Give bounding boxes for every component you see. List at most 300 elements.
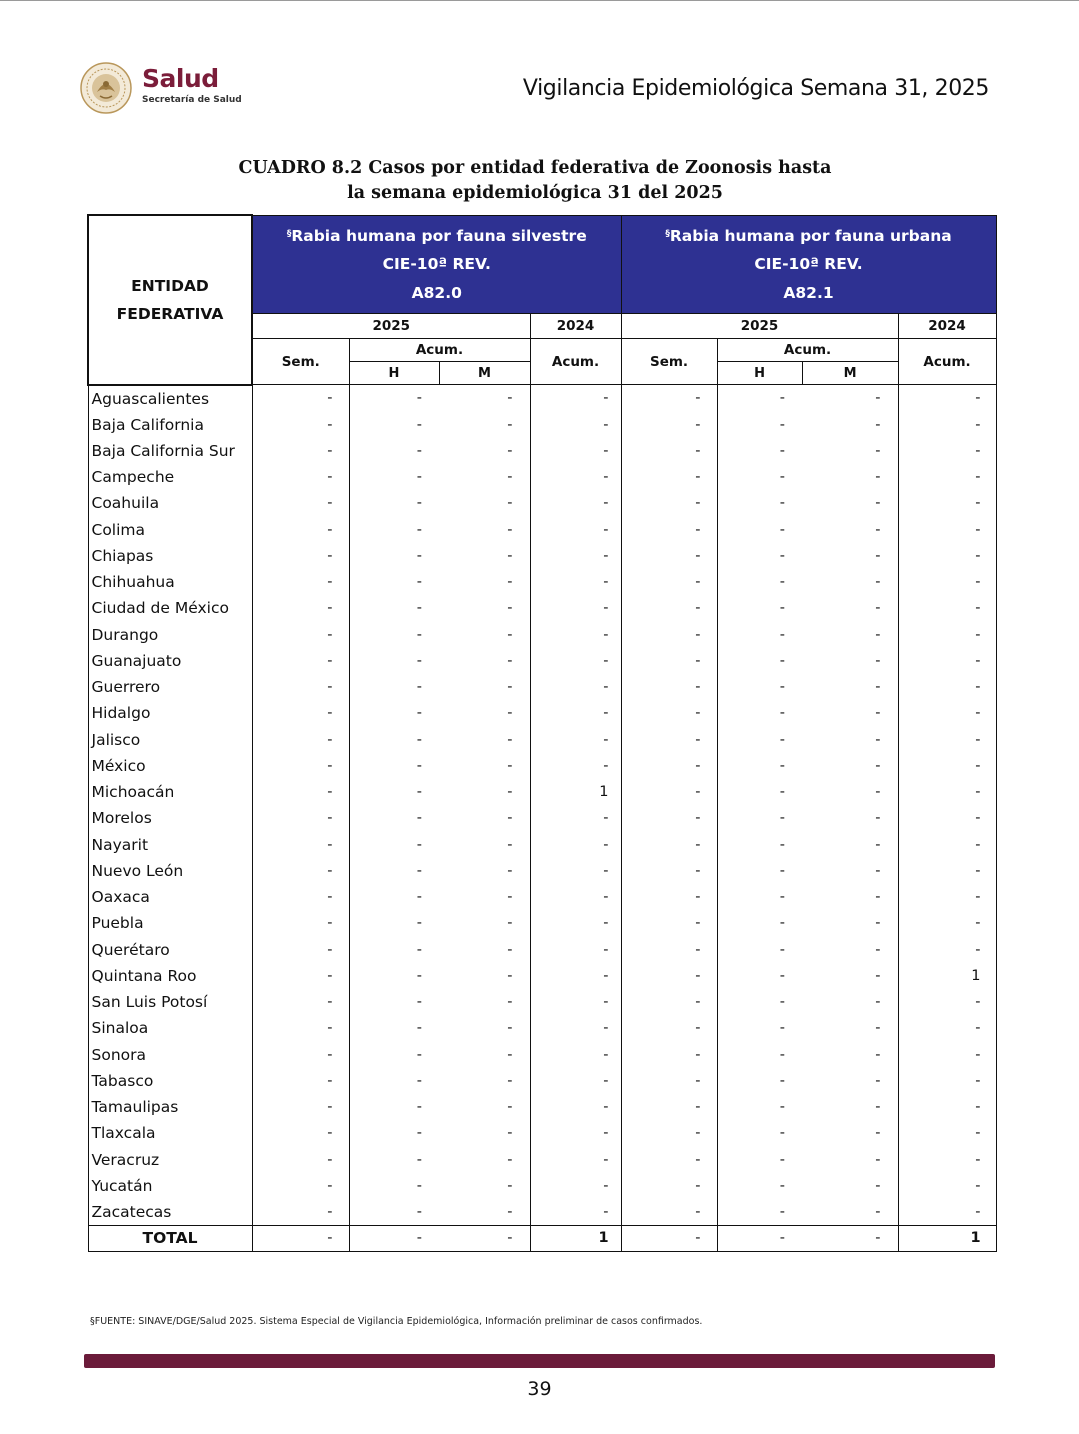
cell-value: - xyxy=(695,1020,701,1036)
cell-value: - xyxy=(717,595,802,622)
col-acum-silvestre: Acum. xyxy=(349,339,530,362)
cell-value: - xyxy=(439,1094,530,1120)
cell-value: - xyxy=(349,385,439,412)
footnote-mark: § xyxy=(286,228,292,239)
cell-value: - xyxy=(898,412,996,438)
coat-of-arms-seal-icon xyxy=(80,62,132,114)
table-row xyxy=(88,1094,996,1120)
total-row xyxy=(88,1225,996,1251)
cell-value: - xyxy=(327,521,333,538)
cell-value: - xyxy=(695,967,701,984)
col-h-silvestre: H xyxy=(349,362,439,385)
cell-value: - xyxy=(717,674,802,700)
cell-value: - xyxy=(530,700,621,727)
cell-value: - xyxy=(349,569,439,595)
cell-value: - xyxy=(802,1199,898,1226)
cell-value: - xyxy=(349,674,439,700)
cell-value: - xyxy=(695,468,701,485)
cell-value: - xyxy=(349,937,439,963)
cell-value: - xyxy=(349,753,439,779)
header-group-silvestre xyxy=(252,215,621,314)
cell-value: - xyxy=(349,464,439,490)
cell-value: - xyxy=(802,464,898,490)
cell-value: - xyxy=(898,648,996,674)
cell-value: - xyxy=(349,517,439,543)
entidad-name: San Luis Potosí xyxy=(88,989,252,1015)
col-h-urbana: H xyxy=(717,362,802,385)
salud-logo xyxy=(80,62,240,118)
cell-value: - xyxy=(898,674,996,700)
cell-value: - xyxy=(530,1199,621,1226)
cell-value: - xyxy=(439,910,530,937)
cell-value: - xyxy=(439,517,530,543)
table-title-line1: CUADRO 8.2 Casos por entidad federativa de Zoonosis hasta xyxy=(238,158,832,178)
cell-value: - xyxy=(898,1094,996,1120)
col-m-urbana: M xyxy=(802,362,898,385)
cell-value: - xyxy=(717,1173,802,1199)
cell-value: - xyxy=(802,1094,898,1120)
entidad-name: Puebla xyxy=(88,910,252,937)
table-row xyxy=(88,858,996,884)
cell-value: - xyxy=(695,810,701,826)
table-row xyxy=(88,963,996,989)
cell-value: - xyxy=(695,783,701,800)
cell-value: - xyxy=(439,989,530,1015)
cell-value: - xyxy=(439,858,530,884)
cell-value: - xyxy=(695,1046,701,1063)
cell-value: - xyxy=(252,1225,349,1251)
table-row xyxy=(88,464,996,490)
table-title-line2: la semana epidemiológica 31 del 2025 xyxy=(347,183,723,203)
cell-value: - xyxy=(327,495,333,511)
cell-value: - xyxy=(349,727,439,753)
cell-value: - xyxy=(349,1068,439,1094)
cell-value: - xyxy=(802,1120,898,1147)
entidad-name: Baja California Sur xyxy=(88,438,252,464)
entidad-name: Durango xyxy=(88,622,252,648)
entidad-name: Veracruz xyxy=(88,1147,252,1173)
cell-value: - xyxy=(349,989,439,1015)
cell-value: - xyxy=(695,416,701,433)
table-row xyxy=(88,779,996,805)
cell-value: - xyxy=(898,832,996,858)
cell-value: - xyxy=(530,753,621,779)
cell-value: - xyxy=(898,700,996,727)
table-row xyxy=(88,753,996,779)
cell-value: - xyxy=(695,862,701,879)
cell-value: - xyxy=(717,1068,802,1094)
cell-value: - xyxy=(349,910,439,937)
cell-value: - xyxy=(327,1125,333,1141)
col-acum-urbana: Acum. xyxy=(717,339,898,362)
cell-value: - xyxy=(802,805,898,832)
col-m-silvestre: M xyxy=(439,362,530,385)
cell-value: - xyxy=(530,385,621,412)
cell-value: - xyxy=(530,1042,621,1068)
cell-value: - xyxy=(717,1120,802,1147)
cell-value: - xyxy=(327,993,333,1010)
cell-value: - xyxy=(898,1015,996,1042)
cell-value: - xyxy=(327,941,333,958)
cell-value: - xyxy=(530,963,621,989)
cell-value: - xyxy=(802,1173,898,1199)
header-group-urbana xyxy=(621,215,996,314)
cell-value: - xyxy=(530,648,621,674)
cell-value: - xyxy=(717,648,802,674)
cell-value: - xyxy=(802,1015,898,1042)
cell-value: - xyxy=(439,1120,530,1147)
table-row xyxy=(88,937,996,963)
cell-value: - xyxy=(695,1151,701,1168)
cell-value: - xyxy=(439,700,530,727)
cell-value: - xyxy=(439,753,530,779)
cell-value: - xyxy=(530,543,621,569)
cell-value: - xyxy=(349,1199,439,1226)
cell-value: - xyxy=(717,989,802,1015)
cell-value: - xyxy=(695,993,701,1010)
entidad-name: Sonora xyxy=(88,1042,252,1068)
cell-value: - xyxy=(349,858,439,884)
cell-value: - xyxy=(717,412,802,438)
table-row xyxy=(88,1173,996,1199)
cell-value: - xyxy=(898,464,996,490)
cell-value: 1 xyxy=(898,1225,996,1251)
cell-value: - xyxy=(717,1015,802,1042)
group-silvestre-code: A82.0 xyxy=(411,283,462,302)
entidad-name: Oaxaca xyxy=(88,884,252,910)
group-urbana-code: A82.1 xyxy=(783,283,834,302)
cell-value: - xyxy=(327,783,333,800)
cell-value: - xyxy=(898,858,996,884)
cell-value: - xyxy=(327,442,333,459)
table-row xyxy=(88,1147,996,1173)
col-acum-2024-urbana: Acum. xyxy=(898,339,996,385)
cell-value: - xyxy=(695,573,701,590)
cell-value: - xyxy=(802,517,898,543)
cell-value: - xyxy=(327,1020,333,1036)
table-row xyxy=(88,1199,996,1226)
cell-value: - xyxy=(327,731,333,748)
source-note: §FUENTE: SINAVE/DGE/Salud 2025. Sistema Especial de Vigilancia Epidemiológica, Información preliminar de casos confirmados. xyxy=(90,1316,703,1327)
table-row xyxy=(88,727,996,753)
cell-value: - xyxy=(695,521,701,538)
entidad-name: Campeche xyxy=(88,464,252,490)
cell-value: - xyxy=(439,543,530,569)
cell-value: - xyxy=(717,727,802,753)
cell-value: - xyxy=(717,1094,802,1120)
cell-value: - xyxy=(327,1177,333,1194)
cell-value: - xyxy=(530,569,621,595)
table-row xyxy=(88,438,996,464)
cell-value: - xyxy=(717,543,802,569)
cell-value: - xyxy=(349,1225,439,1251)
cell-value: - xyxy=(717,963,802,989)
entidad-name: Querétaro xyxy=(88,937,252,963)
cell-value: - xyxy=(349,1042,439,1068)
entidad-name: Quintana Roo xyxy=(88,963,252,989)
cell-value: - xyxy=(898,543,996,569)
cell-value: - xyxy=(898,490,996,517)
cell-value: - xyxy=(802,753,898,779)
cell-value: - xyxy=(695,836,701,853)
cell-value: - xyxy=(530,805,621,832)
cell-value: - xyxy=(695,547,701,564)
cell-value: - xyxy=(327,1046,333,1063)
cell-value: - xyxy=(898,884,996,910)
cell-value: - xyxy=(898,438,996,464)
cell-value: - xyxy=(349,1173,439,1199)
cell-value: - xyxy=(327,678,333,695)
cell-value: - xyxy=(327,810,333,826)
cell-value: - xyxy=(327,416,333,433)
cell-value: - xyxy=(802,412,898,438)
cell-value: - xyxy=(349,1147,439,1173)
cell-value: - xyxy=(695,626,701,643)
cell-value: - xyxy=(327,573,333,590)
table-row xyxy=(88,1068,996,1094)
cell-value: - xyxy=(439,648,530,674)
top-rule xyxy=(0,0,1079,1)
cell-value: - xyxy=(327,888,333,905)
entidad-name: Tabasco xyxy=(88,1068,252,1094)
header-entidad-line1: ENTIDAD xyxy=(131,276,209,295)
cell-value: - xyxy=(530,595,621,622)
cell-value: - xyxy=(695,678,701,695)
cell-value: - xyxy=(621,1225,717,1251)
table-row xyxy=(88,884,996,910)
cell-value: - xyxy=(802,385,898,412)
cell-value: - xyxy=(898,1173,996,1199)
entidad-name: Nayarit xyxy=(88,832,252,858)
cell-value: 1 xyxy=(898,963,996,989)
cell-value: - xyxy=(898,753,996,779)
cell-value: - xyxy=(530,464,621,490)
cell-value: - xyxy=(349,438,439,464)
cell-value: - xyxy=(349,490,439,517)
entidad-name: Nuevo León xyxy=(88,858,252,884)
cell-value: - xyxy=(530,490,621,517)
cell-value: - xyxy=(439,779,530,805)
cell-value: - xyxy=(898,1042,996,1068)
table-row xyxy=(88,832,996,858)
cell-value: - xyxy=(327,757,333,774)
cell-value: - xyxy=(439,1068,530,1094)
cell-value: - xyxy=(695,1072,701,1089)
table-row xyxy=(88,674,996,700)
table-row xyxy=(88,569,996,595)
cell-value: - xyxy=(439,1173,530,1199)
cell-value: - xyxy=(530,674,621,700)
cell-value: - xyxy=(530,832,621,858)
page-number: 39 xyxy=(527,1378,552,1400)
cell-value: 1 xyxy=(530,779,621,805)
table-row xyxy=(88,543,996,569)
cell-value: - xyxy=(349,805,439,832)
cell-value: - xyxy=(802,1147,898,1173)
cell-value: - xyxy=(439,937,530,963)
cell-value: - xyxy=(349,1015,439,1042)
group-silvestre-cie: CIE-10ª REV. xyxy=(382,255,491,273)
entidad-name: Aguascalientes xyxy=(88,385,252,412)
cell-value: - xyxy=(327,600,333,616)
cell-value: - xyxy=(349,963,439,989)
cell-value: - xyxy=(802,1068,898,1094)
entidad-name: Hidalgo xyxy=(88,700,252,727)
entidad-name: Zacatecas xyxy=(88,1199,252,1226)
cell-value: - xyxy=(349,884,439,910)
cell-value: - xyxy=(898,1120,996,1147)
year-2025-silvestre: 2025 xyxy=(252,314,530,339)
cell-value: - xyxy=(439,1147,530,1173)
cell-value: - xyxy=(530,884,621,910)
cell-value: - xyxy=(327,468,333,485)
cell-value: - xyxy=(898,779,996,805)
cell-value: - xyxy=(530,989,621,1015)
cell-value: - xyxy=(439,412,530,438)
entidad-name: Tlaxcala xyxy=(88,1120,252,1147)
cell-value: - xyxy=(898,937,996,963)
cell-value: - xyxy=(717,884,802,910)
cell-value: - xyxy=(898,1199,996,1226)
table-row xyxy=(88,805,996,832)
cell-value: - xyxy=(717,490,802,517)
cell-value: - xyxy=(695,1203,701,1220)
cell-value: - xyxy=(802,963,898,989)
cell-value: - xyxy=(717,1199,802,1226)
cell-value: - xyxy=(802,779,898,805)
table-row xyxy=(88,989,996,1015)
cell-value: - xyxy=(349,832,439,858)
cell-value: - xyxy=(439,884,530,910)
year-2024-silvestre: 2024 xyxy=(530,314,621,339)
cell-value: - xyxy=(717,517,802,543)
table-row xyxy=(88,1015,996,1042)
cell-value: - xyxy=(898,1068,996,1094)
year-2024-urbana: 2024 xyxy=(898,314,996,339)
cell-value: - xyxy=(802,595,898,622)
table-title xyxy=(200,156,870,206)
report-header-title: Vigilancia Epidemiológica Semana 31, 2025 xyxy=(522,76,989,101)
header-entidad xyxy=(88,215,252,385)
cell-value: - xyxy=(695,390,701,407)
cell-value: - xyxy=(717,1147,802,1173)
cell-value: - xyxy=(695,888,701,905)
cell-value: - xyxy=(802,910,898,937)
cell-value: - xyxy=(802,989,898,1015)
col-sem-urbana: Sem. xyxy=(621,339,717,385)
cell-value: - xyxy=(349,595,439,622)
entidad-name: México xyxy=(88,753,252,779)
cell-value: - xyxy=(717,569,802,595)
cell-value: - xyxy=(530,622,621,648)
cell-value: - xyxy=(898,727,996,753)
cell-value: - xyxy=(327,705,333,721)
cell-value: - xyxy=(530,910,621,937)
entidad-name: Yucatán xyxy=(88,1173,252,1199)
table-body xyxy=(88,385,996,1252)
table-row xyxy=(88,595,996,622)
cell-value: - xyxy=(530,1068,621,1094)
cell-value: - xyxy=(717,438,802,464)
cell-value: - xyxy=(530,1015,621,1042)
cell-value: - xyxy=(898,989,996,1015)
cell-value: - xyxy=(327,915,333,931)
cell-value: - xyxy=(530,438,621,464)
cell-value: - xyxy=(327,1098,333,1115)
cell-value: - xyxy=(802,1225,898,1251)
cell-value: - xyxy=(717,1225,802,1251)
cell-value: - xyxy=(695,1177,701,1194)
cell-value: - xyxy=(695,757,701,774)
cell-value: - xyxy=(439,832,530,858)
cell-value: - xyxy=(439,438,530,464)
cell-value: - xyxy=(530,937,621,963)
cell-value: - xyxy=(802,832,898,858)
cell-value: - xyxy=(717,622,802,648)
footer-bar xyxy=(84,1354,995,1368)
cell-value: - xyxy=(717,779,802,805)
footnote-mark: § xyxy=(665,228,670,239)
cell-value: - xyxy=(530,1173,621,1199)
cell-value: - xyxy=(530,727,621,753)
cell-value: - xyxy=(439,1199,530,1226)
cell-value: - xyxy=(530,1094,621,1120)
cell-value: - xyxy=(802,884,898,910)
cell-value: - xyxy=(898,622,996,648)
cell-value: - xyxy=(349,412,439,438)
cell-value: - xyxy=(349,700,439,727)
header-entidad-line2: FEDERATIVA xyxy=(116,304,224,323)
entidad-name: Chiapas xyxy=(88,543,252,569)
cell-value: - xyxy=(898,595,996,622)
cell-value: - xyxy=(717,832,802,858)
cell-value: - xyxy=(717,753,802,779)
cell-value: - xyxy=(695,600,701,616)
cell-value: - xyxy=(439,385,530,412)
brand-subtitle: Secretaría de Salud xyxy=(142,95,242,105)
cell-value: - xyxy=(802,569,898,595)
cell-value: 1 xyxy=(530,1225,621,1251)
cell-value: - xyxy=(327,547,333,564)
table-row xyxy=(88,622,996,648)
entidad-name: Baja California xyxy=(88,412,252,438)
cell-value: - xyxy=(327,1072,333,1089)
cell-value: - xyxy=(327,836,333,853)
cell-value: - xyxy=(898,517,996,543)
cell-value: - xyxy=(695,915,701,931)
cell-value: - xyxy=(695,1125,701,1141)
cell-value: - xyxy=(802,648,898,674)
cell-value: - xyxy=(349,543,439,569)
col-sem-silvestre: Sem. xyxy=(252,339,349,385)
cell-value: - xyxy=(717,464,802,490)
cell-value: - xyxy=(439,1042,530,1068)
table-row xyxy=(88,517,996,543)
cell-value: - xyxy=(802,490,898,517)
cell-value: - xyxy=(530,858,621,884)
cell-value: - xyxy=(802,1042,898,1068)
cell-value: - xyxy=(802,543,898,569)
entidad-name: Tamaulipas xyxy=(88,1094,252,1120)
cell-value: - xyxy=(802,937,898,963)
cell-value: - xyxy=(717,910,802,937)
cell-value: - xyxy=(717,937,802,963)
cell-value: - xyxy=(898,910,996,937)
cell-value: - xyxy=(530,517,621,543)
cell-value: - xyxy=(802,622,898,648)
entidad-name: Ciudad de México xyxy=(88,595,252,622)
cell-value: - xyxy=(898,805,996,832)
